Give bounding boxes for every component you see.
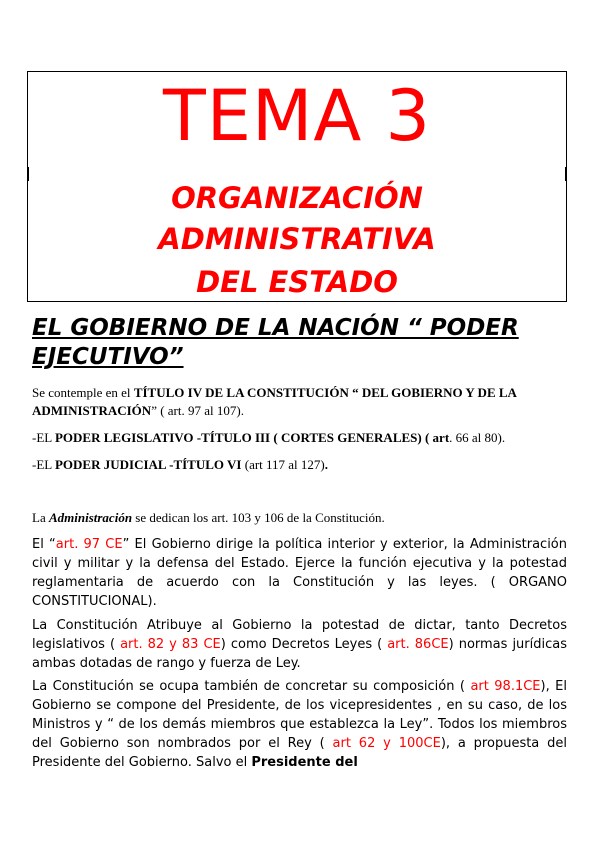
p3-text-b: PODER JUDICIAL -TÍTULO VI	[54, 457, 242, 472]
intro-paragraph-1	[32, 384, 567, 420]
p1-text-a: Se contemple en el	[32, 385, 134, 400]
p4-text-c: se dedican los art. 103 y 106 de la Constitución.	[132, 510, 385, 525]
p3-text-a: -EL	[32, 457, 55, 472]
subtitle-line-3: DEL ESTADO	[196, 265, 398, 299]
body-paragraph-decretos	[32, 616, 567, 673]
p7-text-f: Presidente del	[251, 755, 358, 770]
intro-paragraph-3	[32, 456, 567, 474]
p7-text-a: La Constitución se ocupa también de concretar su composición (	[32, 679, 471, 694]
p5-text-c: ” El Gobierno dirige la política interior y exterior, la Administración civil y militar y la defensa del Estado. Ejerce la función ejecutiva y la potestad reglamentaria de acuerdo con la Constitución y las leyes. ( ORGANO CONSTITUCIONAL).	[32, 537, 567, 609]
body-paragraph-art97	[32, 535, 567, 611]
p5-ref: art. 97 CE	[55, 537, 123, 552]
p6-ref-2: art. 86CE	[387, 637, 449, 652]
tema-title: TEMA 3	[162, 75, 432, 157]
p6-text-c: ) como Decretos Leyes (	[220, 637, 388, 652]
p3-text-c: (art 117 al 127)	[241, 457, 325, 472]
p6-ref-1: art. 82 y 83 CE	[120, 637, 221, 652]
p1-text-c: ” ( art. 97 al 107).	[151, 403, 244, 418]
p2-text-b: PODER LEGISLATIVO -TÍTULO III ( CORTES GENERALES) ( art	[54, 430, 450, 445]
intro-paragraph-2	[32, 429, 567, 447]
p1-text-b: TÍTULO IV DE LA CONSTITUCIÓN “ DEL GOBIERNO Y DE LA ADMINISTRACIÓN	[32, 385, 517, 418]
p6-text-a: La Constitución Atribuye al Gobierno la potestad de dictar, tanto Decretos legislativos (	[32, 618, 567, 652]
p7-text-c: ), El Gobierno se compone del Presidente, de los vicepresidentes , en su caso, de los Ministros y “ de los demás miembros que establezca la Ley”. Todos los miembros del Gobierno son nombrados por el Rey (	[32, 679, 568, 751]
section-heading	[32, 314, 572, 372]
intro-paragraph-4	[32, 509, 567, 527]
box-tick-left	[28, 167, 29, 181]
subtitle-line-2: ADMINISTRATIVA	[158, 222, 436, 256]
p2-text-a: -EL	[32, 430, 55, 445]
subtitle-line-1: ORGANIZACIÓN	[171, 181, 423, 215]
p4-text-a: La	[32, 510, 49, 525]
p4-text-b: Administración	[48, 510, 133, 525]
section-heading-line-2: EJECUTIVO”	[32, 344, 184, 370]
p3-text-d: .	[324, 457, 329, 472]
p2-text-c: . 66 al 80).	[449, 430, 506, 445]
p6-text-e: ) normas jurídicas ambas dotadas de rango y fuerza de Ley.	[32, 637, 568, 671]
body-paragraph-composicion	[32, 677, 567, 772]
p7-text-e: ), a propuesta del Presidente del Gobierno. Salvo el	[32, 736, 567, 770]
section-heading-line-1: EL GOBIERNO DE LA NACIÓN “ PODER	[32, 315, 519, 341]
p7-ref-2: art 62 y 100CE	[332, 736, 441, 751]
p5-text-a: El “	[32, 537, 56, 552]
p7-ref-1: art 98.1CE	[470, 679, 541, 694]
title-box	[27, 71, 567, 302]
box-tick-right	[565, 167, 566, 181]
